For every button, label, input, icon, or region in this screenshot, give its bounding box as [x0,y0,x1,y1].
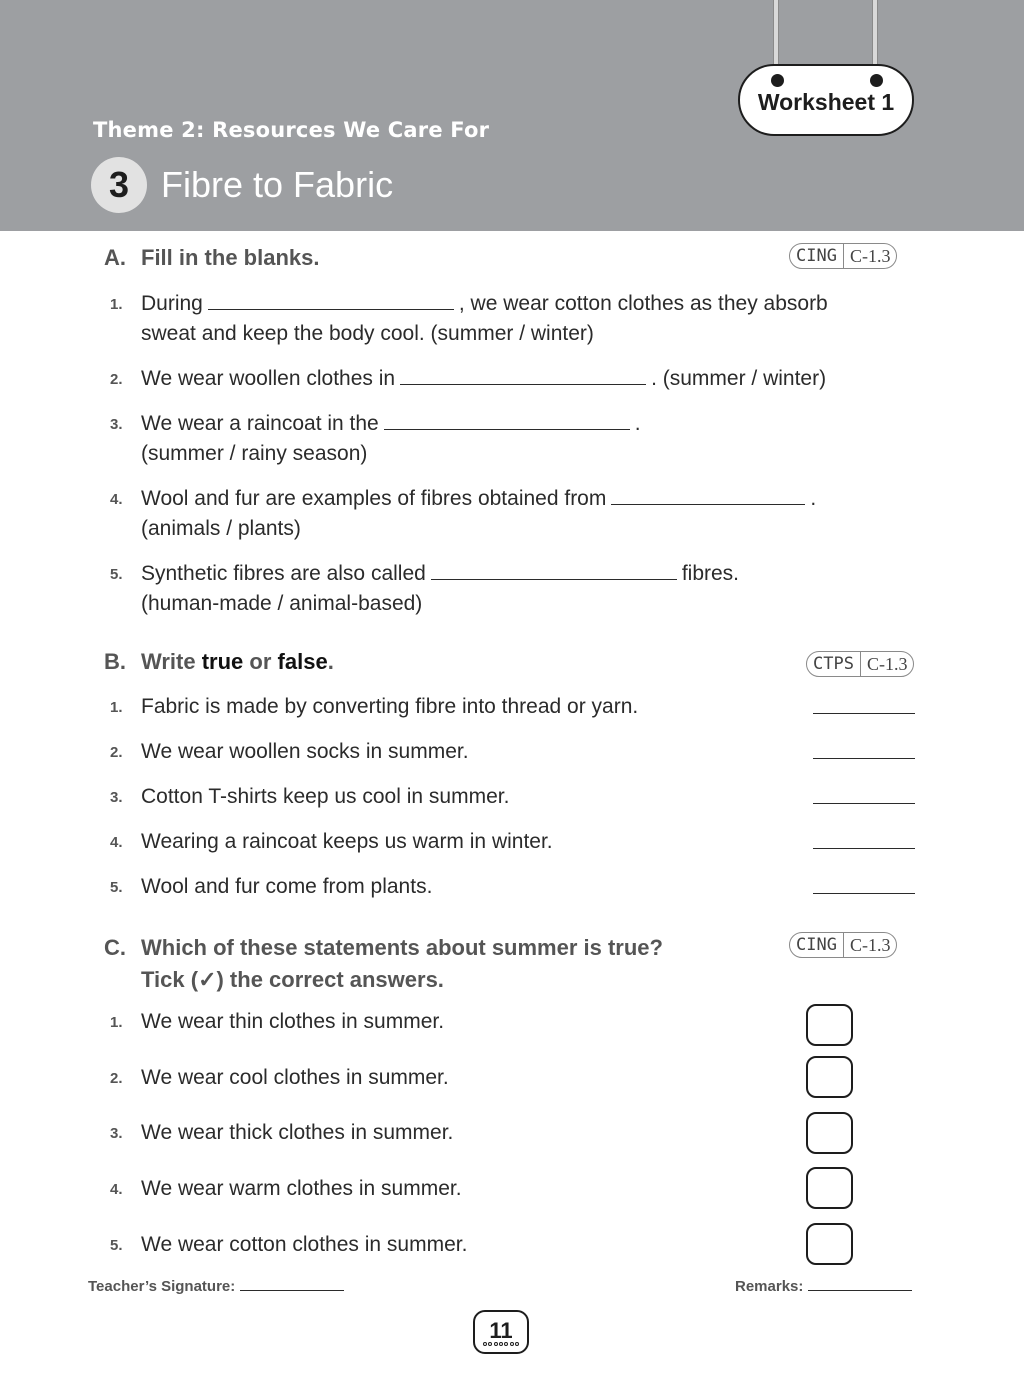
worksheet-tag [738,64,914,136]
tick-checkbox[interactable] [806,1167,853,1209]
theme-title: Theme 2: Resources We Care For [93,118,490,142]
section-b-heading [104,649,334,675]
tick-checkbox[interactable] [806,1112,853,1154]
item-text: (human-made / animal-based) [141,592,423,615]
remarks-label: Remarks: [735,1278,804,1295]
page-header [0,0,1024,231]
item-text: Wool and fur are examples of fibres obtained from [141,487,607,510]
list-item [110,1118,454,1148]
item-text: We wear thin clothes in summer. [141,1010,445,1033]
answer-blank[interactable] [813,893,915,894]
item-text: Wearing a raincoat keeps us warm in winter. [141,830,553,853]
item-text: We wear warm clothes in summer. [141,1177,462,1200]
section-letter: C. [104,935,126,960]
list-item [110,1007,445,1037]
list-item [110,872,433,902]
section-title-false: false [277,649,328,674]
list-item [110,409,641,469]
item-number: 2. [110,744,123,761]
film-dots-icon [483,1342,519,1348]
item-number: 1. [110,296,123,313]
item-number: 3. [110,416,123,433]
chapter-title: Fibre to Fabric [161,164,394,205]
teacher-signature [88,1278,344,1295]
section-title: Tick (✓) the correct answers. [141,967,444,992]
skill-badge [806,651,914,677]
item-text: Fabric is made by converting fibre into thread or yarn. [141,695,639,718]
section-title-true: true [201,649,244,674]
item-number: 3. [110,1125,123,1142]
hanging-strap [773,0,779,74]
badge-skill: CTPS [813,654,854,674]
item-text: We wear thick clothes in summer. [141,1121,454,1144]
fill-blank[interactable] [611,485,805,505]
list-item [110,559,739,619]
item-text: We wear cool clothes in summer. [141,1066,449,1089]
item-text: We wear cotton clothes in summer. [141,1233,468,1256]
badge-skill: CING [796,935,837,955]
answer-blank[interactable] [813,848,915,849]
fill-blank[interactable] [208,290,454,310]
skill-badge [789,243,897,269]
item-text: . [634,412,641,435]
badge-code: C-1.3 [843,933,897,957]
tick-checkbox[interactable] [806,1223,853,1265]
tick-checkbox[interactable] [806,1056,853,1098]
tick-checkbox[interactable] [806,1004,853,1046]
skill-badge [789,932,897,958]
item-text: Wool and fur come from plants. [141,875,433,898]
list-item [110,1174,462,1204]
section-title: or [249,649,272,674]
signature-line[interactable] [240,1290,344,1291]
item-text: (summer / rainy season) [141,442,368,465]
chapter-number: 3 [91,157,147,213]
item-text: , we wear cotton clothes as they absorb [458,292,828,315]
section-letter: A. [104,245,126,270]
page-number-badge [473,1310,529,1354]
fill-blank[interactable] [400,365,646,385]
tag-hole-icon [771,74,784,87]
answer-blank[interactable] [813,713,915,714]
badge-skill: CING [796,246,837,266]
item-number: 4. [110,491,123,508]
item-text: Synthetic fibres are also called [141,562,426,585]
item-text: During [141,292,203,315]
item-text: We wear woollen socks in summer. [141,740,469,763]
list-item [110,1230,468,1260]
section-a-heading [104,245,320,271]
remarks [735,1278,912,1295]
item-number: 4. [110,1181,123,1198]
answer-blank[interactable] [813,758,915,759]
fill-blank[interactable] [431,560,677,580]
item-text: . (summer / winter) [651,367,827,390]
remarks-line[interactable] [808,1290,912,1291]
item-number: 1. [110,1014,123,1031]
item-number: 2. [110,1070,123,1087]
list-item [110,364,827,394]
item-number: 4. [110,834,123,851]
worksheet-label: Worksheet 1 [757,89,895,115]
page-number: 11 [489,1318,513,1343]
list-item [110,1063,449,1093]
section-letter: B. [104,649,126,674]
item-number: 5. [110,566,123,583]
section-title: . [327,649,334,674]
list-item [110,692,639,722]
list-item [110,484,817,544]
badge-code: C-1.3 [843,244,897,268]
hanging-strap [872,0,878,74]
section-c-heading [104,932,663,996]
item-text: . [810,487,817,510]
item-text: We wear woollen clothes in [141,367,396,390]
item-number: 5. [110,1237,123,1254]
list-item [110,289,828,349]
item-number: 3. [110,789,123,806]
teacher-signature-label: Teacher’s Signature: [88,1278,236,1295]
item-text: (animals / plants) [141,517,301,540]
list-item [110,782,510,812]
section-title: Write [141,649,196,674]
section-title: Fill in the blanks. [141,245,320,270]
tag-hole-icon [870,74,883,87]
item-number: 2. [110,371,123,388]
section-title: Which of these statements about summer is true? [141,935,663,960]
item-text: fibres. [681,562,739,585]
item-text: Cotton T-shirts keep us cool in summer. [141,785,510,808]
item-text: sweat and keep the body cool. (summer / winter) [141,322,594,345]
list-item [110,737,469,767]
item-number: 1. [110,699,123,716]
answer-blank[interactable] [813,803,915,804]
badge-code: C-1.3 [860,652,914,676]
list-item [110,827,553,857]
fill-blank[interactable] [384,410,630,430]
item-text: We wear a raincoat in the [141,412,379,435]
item-number: 5. [110,879,123,896]
